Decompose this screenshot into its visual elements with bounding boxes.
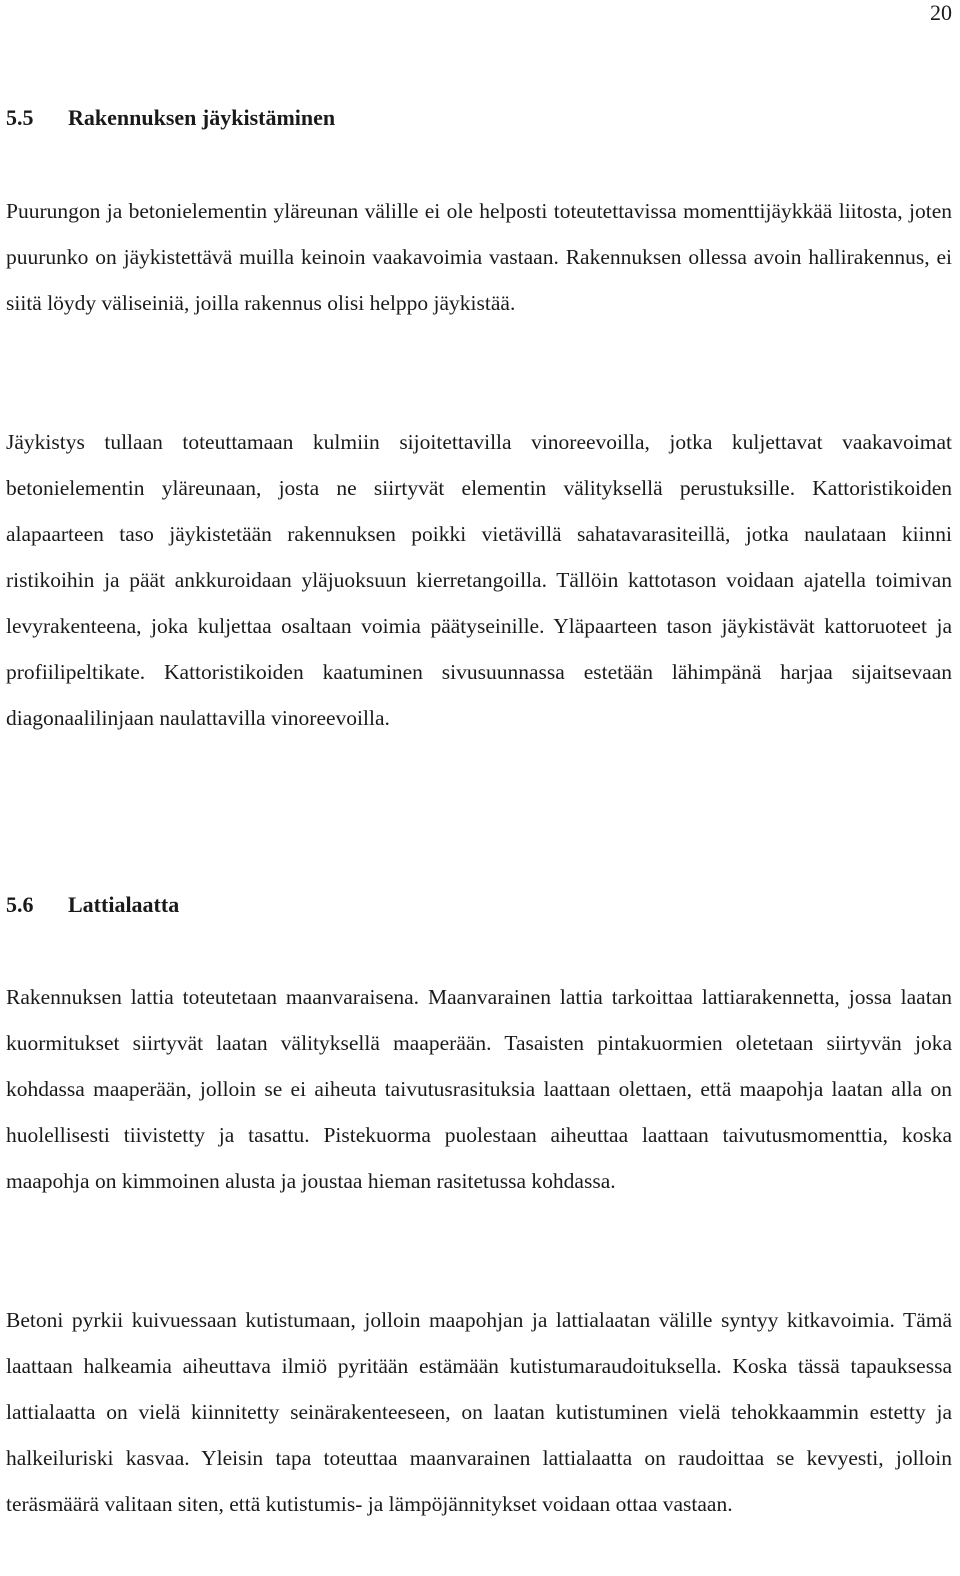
section-title: Lattialaatta — [68, 892, 180, 917]
paragraph: Rakennuksen lattia toteutetaan maanvaraisena. Maanvarainen lattia tarkoittaa lattiarakennetta, jossa laatan kuormitukset siirtyvät laatan välityksellä maaperään. Tasaisten pintakuormien oletetaan siirtyvän joka kohdassa maaperään, jolloin se ei aiheuta taivutusrasituksia laattaan olettaen, että maapohja laatan alla on huolellisesti tiivistetty ja tasattu. Pistekuorma puolestaan aiheuttaa laattaan taivutusmomenttia, koska maapohja on kimmoinen alusta ja joustaa hieman rasitetussa kohdassa. — [6, 985, 952, 1193]
paragraph: Betoni pyrkii kuivuessaan kutistumaan, jolloin maapohjan ja lattialaatan välille syntyy kitkavoimia. Tämä laattaan halkeamia aiheuttava ilmiö pyritään estämään kutistumaraudoituksella. Koska tässä tapauksessa lattialaatta on vielä kiinnitetty seinärakenteeseen, on laatan kutistuminen vielä tehokkaammin estetty ja halkeiluriski kasvaa. Yleisin tapa toteuttaa maanvarainen lattialaatta on raudoittaa se kevyesti, jolloin teräsmäärä valitaan siten, että kutistumis- ja lämpöjännitykset voidaan ottaa vastaan. — [6, 1308, 952, 1516]
section-number: 5.5 — [6, 105, 34, 130]
section-heading-5-5 — [6, 104, 335, 132]
paragraph: Jäykistys tullaan toteuttamaan kulmiin sijoitettavilla vinoreevoilla, jotka kuljettavat vaakavoimat betonielementin yläreunaan, josta ne siirtyvät elementin välityksellä perustuksille. Kattoristikoiden alapaarteen taso jäykistetään rakennuksen poikki vietävillä sahatavarasiteillä, jotka naulataan kiinni ristikoihin ja päät ankkuroidaan yläjuoksuun kierretangoilla. Tällöin kattotason voidaan ajatella toimivan levyrakenteena, joka kuljettaa osaltaan voimia päätyseinille. Yläpaarteen tason jäykistävät kattoruoteet ja profiilipeltikate. Kattoristikoiden kaatuminen sivusuunnassa estetään lähimpänä harjaa sijaitsevaan diagonaalilinjaan naulattavilla vinoreevoilla. — [6, 430, 952, 730]
page-number: 20 — [930, 0, 952, 25]
section-title: Rakennuksen jäykistäminen — [68, 105, 336, 130]
paragraph: Puurungon ja betonielementin yläreunan välille ei ole helposti toteutettavissa momenttijäykkää liitosta, joten puurunko on jäykistettävä muilla keinoin vaakavoimia vastaan. Rakennuksen ollessa avoin hallirakennus, ei siitä löydy väliseiniä, joilla rakennus olisi helppo jäykistää. — [6, 199, 952, 315]
section-number: 5.6 — [6, 892, 34, 917]
section-heading-5-6 — [6, 891, 179, 919]
